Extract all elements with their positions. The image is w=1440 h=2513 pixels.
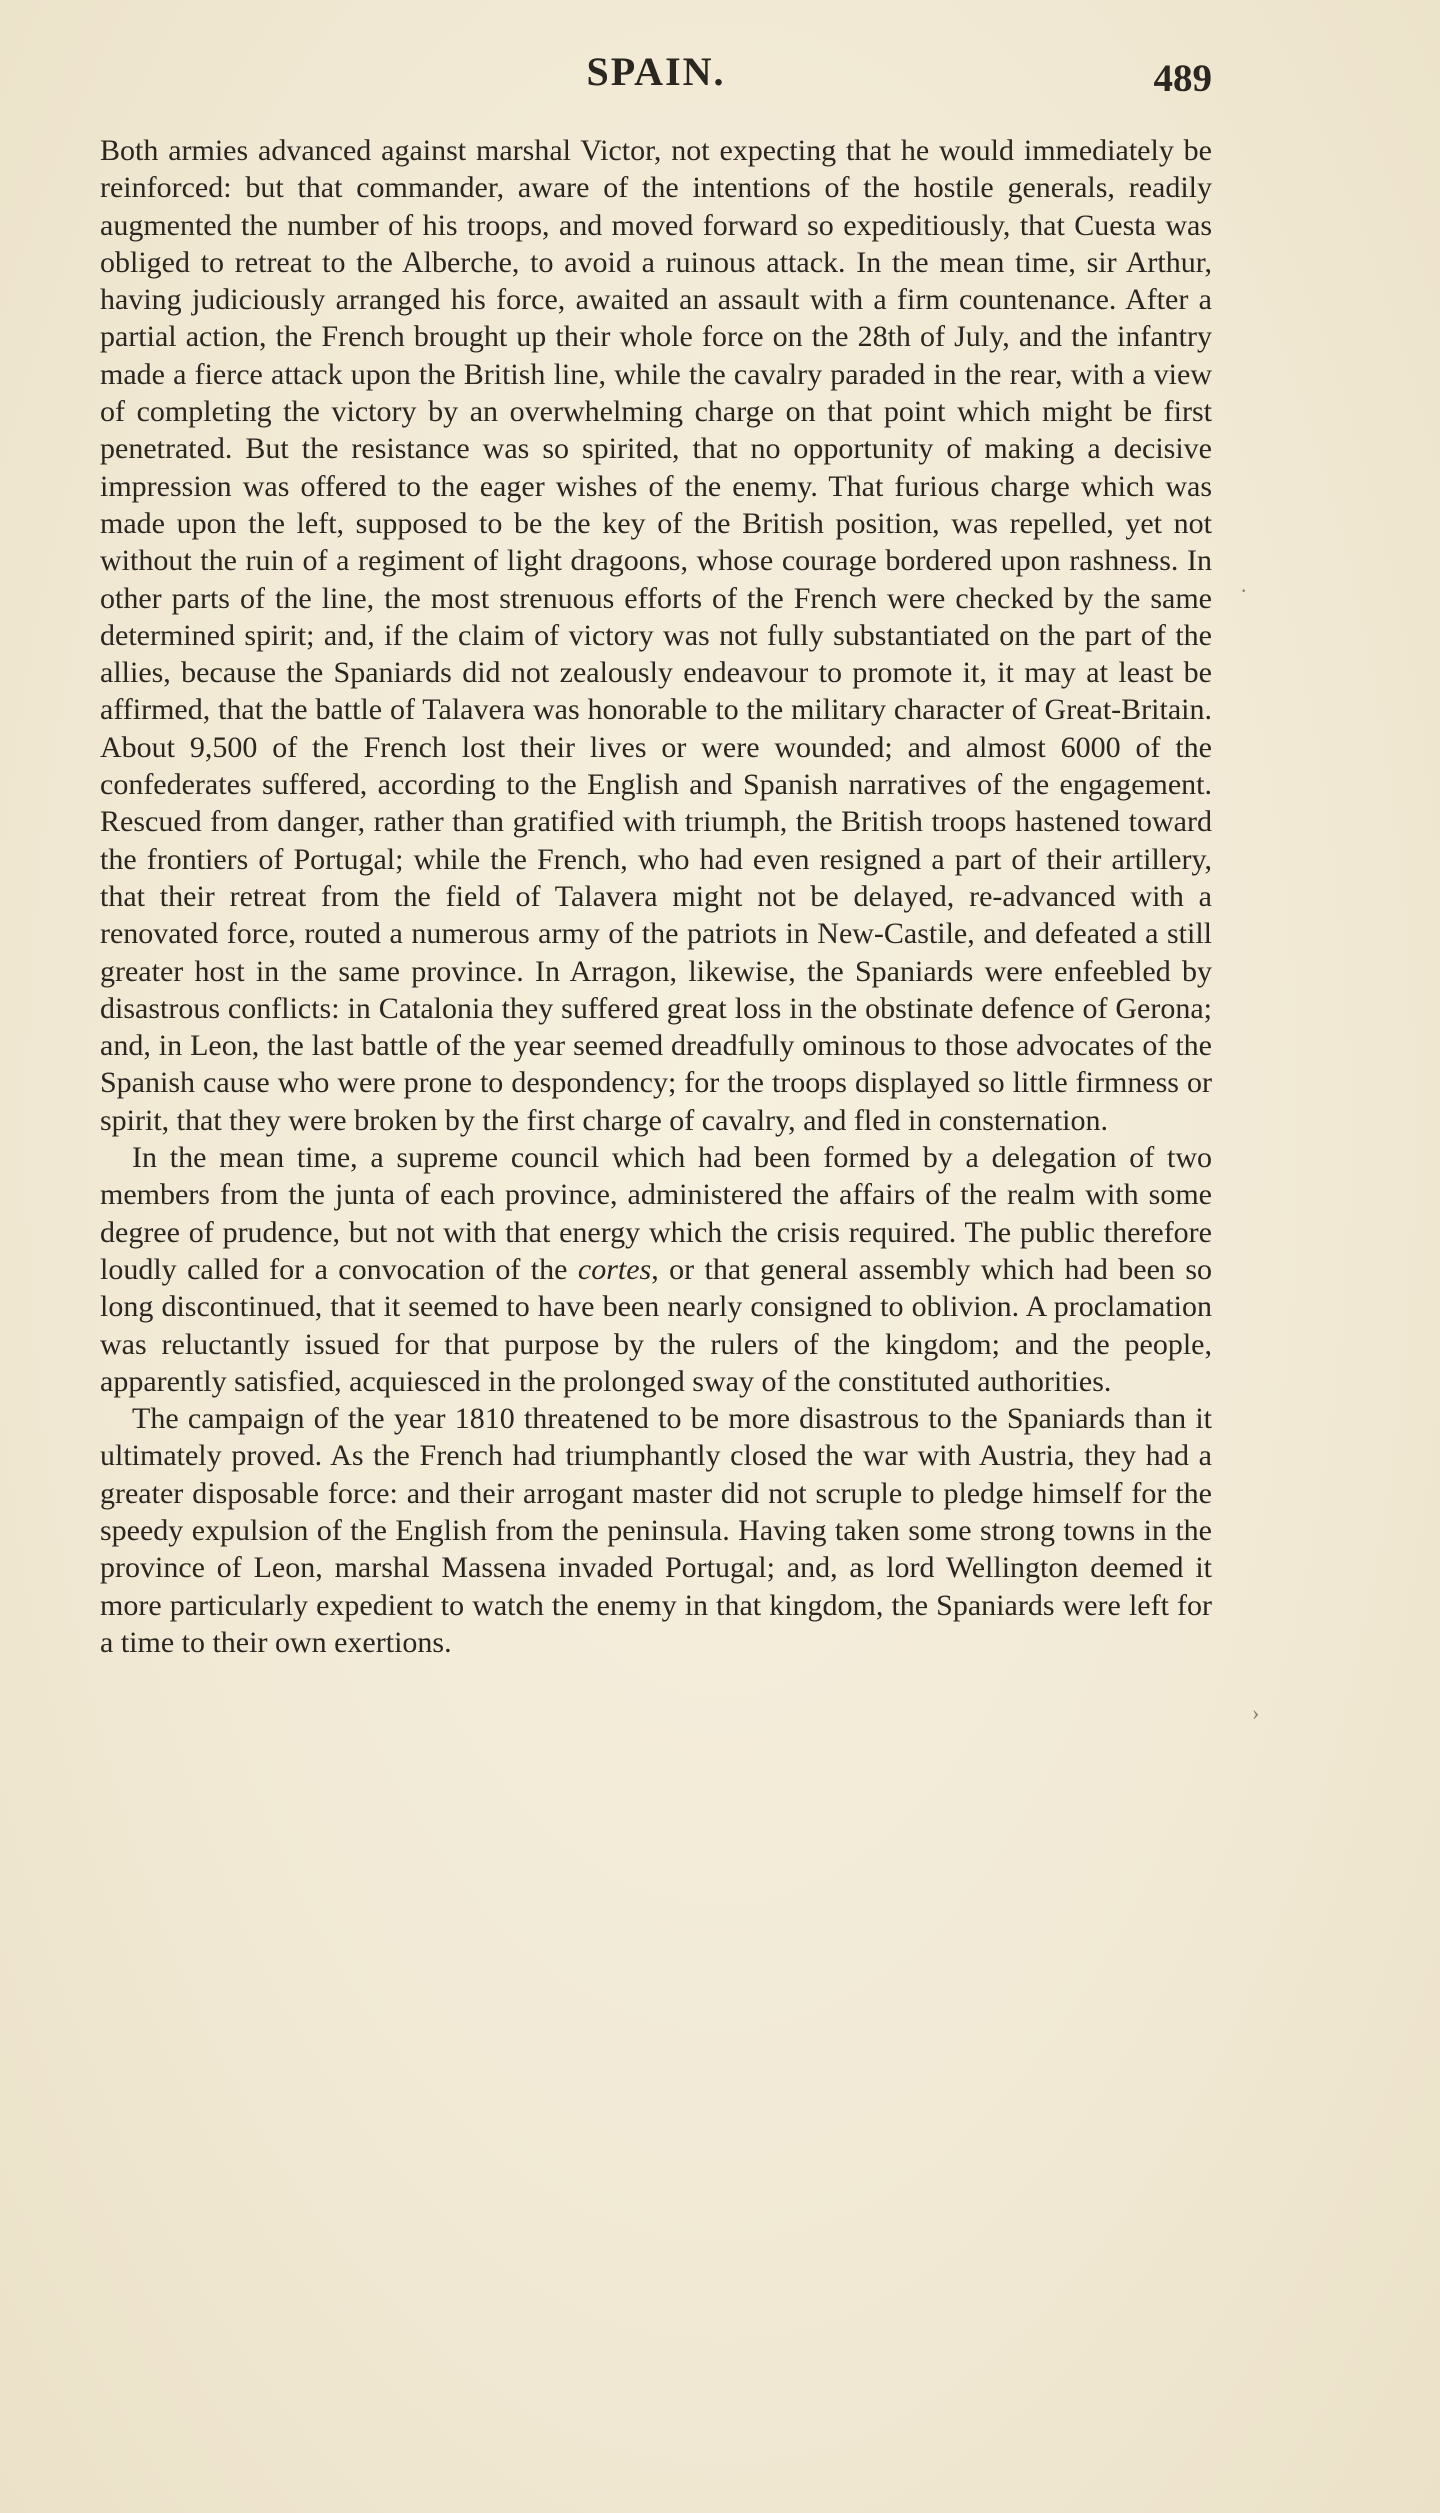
paragraph-battle-of-talavera: Both armies advanced against marshal Victor, not expecting that he would immediately be reinforced: but that commander, aware of the intentions of the hostile generals, readily augmented the number of his troops, and moved forward so expeditiously, that Cuesta was obliged to retreat to the Alberche, to avoid a ruinous attack. In the mean time, sir Arthur, having judiciously arranged his force, awaited an assault with a firm countenance. After a partial action, the French brought up their whole force on the 28th of July, and the infantry made a fierce attack upon the British line, while the cavalry paraded in the rear, with a view of completing the victory by an overwhelming charge on that point which might be first penetrated. But the resistance was so spirited, that no opportunity of making a decisive impression was offered to the eager wishes of the enemy. That furious charge which was made upon the left, supposed to be the key of the British position, was repelled, yet not without the ruin of a regiment of light dragoons, whose courage bordered upon rashness. In other parts of the line, the most strenuous efforts of the French were checked by the same determined spirit; and, if the claim of victory was not fully substantiated on the part of the allies, because the Spaniards did not zealously endeavour to promote it, it may at least be affirmed, that the battle of Talavera was honorable to the military character of Great-Britain. About 9,500 of the French lost their lives or were wounded; and almost 6000 of the confederates suffered, according to the English and Spanish narratives of the engagement. Rescued from danger, rather than gratified with triumph, the British troops hastened toward the frontiers of Portugal; while the French, who had even resigned a part of their artillery, that their retreat from the field of Talavera might not be delayed, re-advanced with a renovated force, routed a numerous army of the patriots in New-Castile, and defeated a still greater host in the same province. In Arragon, likewise, the Spaniards were enfeebled by disastrous conflicts: in Catalonia they suffered great loss in the obstinate defence of Gerona; and, in Leon, the last battle of the year seemed dreadfully ominous to those advocates of the Spanish cause who were prone to despondency; for the troops displayed so little firmness or spirit, that they were broken by the first charge of cavalry, and fled in consternation. xyxy=(100,134,1212,1137)
margin-mark: · xyxy=(1240,578,1248,603)
paragraph-supreme-council: In the mean time, a supreme council which had been formed by a delegation of two members from the junta of each province, administered the affairs of the realm with some degree of prudence, but not with that energy which the crisis required. The public therefore loudly called for a convocation of the cortes, or that general assembly which had been so long discontinued, that it seemed to have been nearly consigned to oblivion. A proclamation was reluctantly issued for that purpose by the rulers of the kingdom; and the people, apparently satisfied, acquiesced in the prolonged sway of the constituted authorities. xyxy=(100,1141,1212,1398)
body-text xyxy=(100,132,1212,1661)
paragraph-campaign-1810: The campaign of the year 1810 threatened to be more disastrous to the Spaniards than it ultimately proved. As the French had triumphantly closed the war with Austria, they had a greater disposable force: and their arrogant master did not scruple to pledge himself for the speedy expulsion of the English from the peninsula. Having taken some strong towns in the province of Leon, marshal Massena invaded Portugal; and, as lord Wellington deemed it more particularly expedient to watch the enemy in that kingdom, the Spaniards were left for a time to their own exertions. xyxy=(100,1402,1212,1659)
running-head xyxy=(100,48,1212,108)
running-title: SPAIN. xyxy=(586,49,726,94)
margin-mark: › xyxy=(1252,1700,1260,1725)
page-number: 489 xyxy=(1153,57,1212,100)
